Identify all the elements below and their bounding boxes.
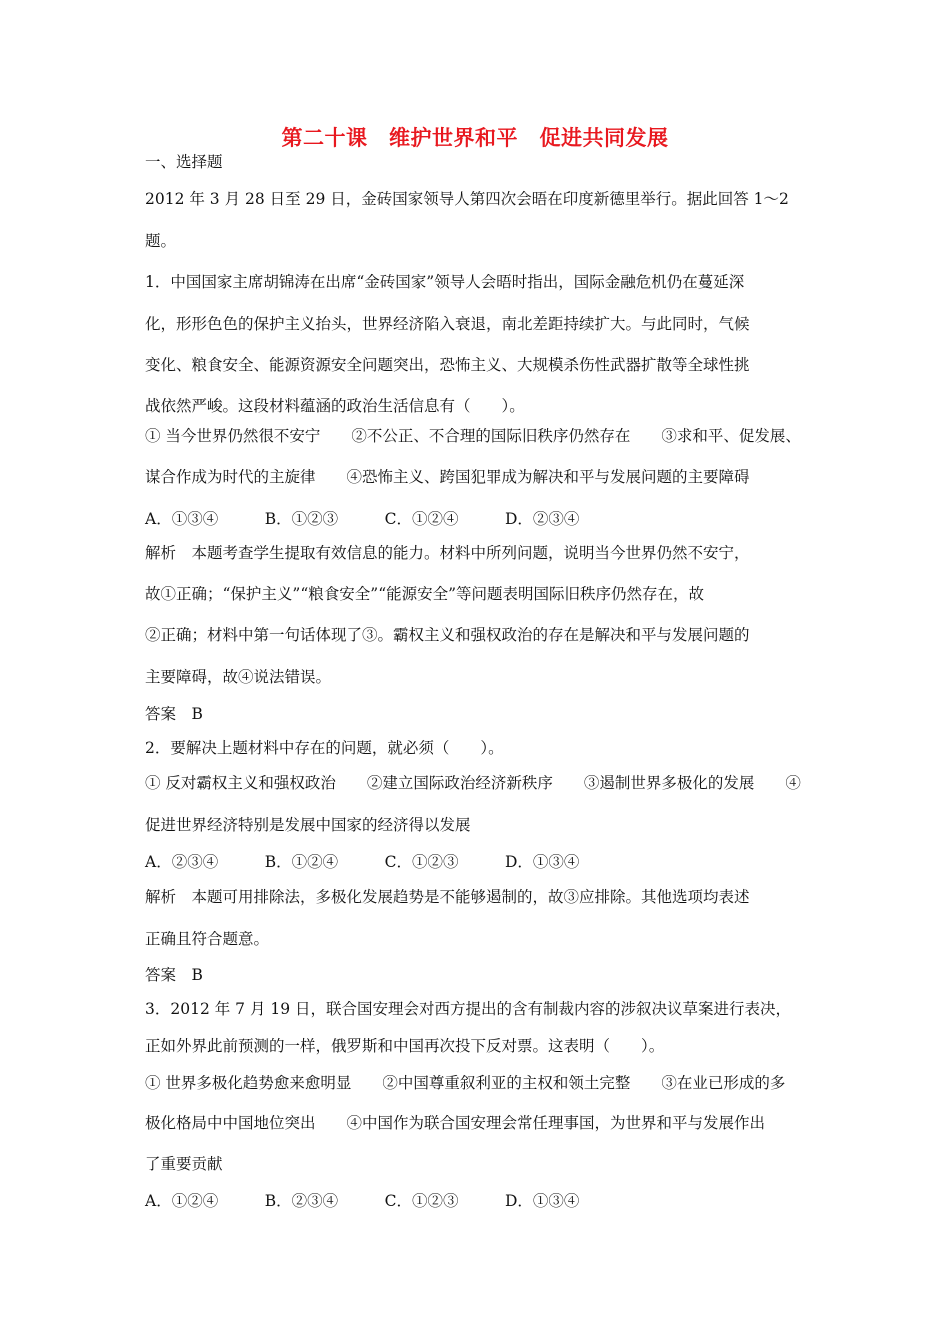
q2-answer: 答案 B	[145, 966, 203, 984]
q3-statement-line: 极化格局中中国地位突出 ④中国作为联合国安理会常任理事国，为世界和平与发展作出	[145, 1114, 766, 1132]
q1-stem-line: 战依然严峻。这段材料蕴涵的政治生活信息有（ ）。	[145, 397, 525, 415]
section-heading: 一、选择题	[145, 153, 223, 171]
q1-answer: 答案 B	[145, 705, 203, 723]
q3-options: A．①②④ B．②③④ C．①②③ D．①③④	[145, 1192, 580, 1210]
intro-line: 题。	[145, 232, 177, 250]
q2-stem: 2．要解决上题材料中存在的问题，就必须（ ）。	[145, 739, 504, 757]
q2-analysis-line: 解析 本题可用排除法，多极化发展趋势是不能够遏制的，故③应排除。其他选项均表述	[145, 888, 750, 906]
q1-analysis-line: 故①正确；“保护主义”“粮食安全”“能源安全”等问题表明国际旧秩序仍然存在，故	[145, 585, 705, 603]
q2-statement-line: ① 反对霸权主义和强权政治 ②建立国际政治经济新秩序 ③遏制世界多极化的发展 ④	[145, 774, 801, 792]
q3-statement-line: ① 世界多极化趋势愈来愈明显 ②中国尊重叙利亚的主权和领土完整 ③在业已形成的多	[145, 1074, 786, 1092]
q2-statement-line: 促进世界经济特别是发展中国家的经济得以发展	[145, 816, 471, 834]
q3-statement-line: 了重要贡献	[145, 1155, 223, 1173]
intro-line: 2012 年 3 月 28 日至 29 日，金砖国家领导人第四次会晤在印度新德里举行。据此回答 1～2	[145, 190, 789, 208]
q1-analysis-line: ②正确；材料中第一句话体现了③。霸权主义和强权政治的存在是解决和平与发展问题的	[145, 626, 750, 644]
q1-statement-line: 谋合作成为时代的主旋律 ④恐怖主义、跨国犯罪成为解决和平与发展问题的主要障碍	[145, 468, 750, 486]
q3-stem-line: 3．2012 年 7 月 19 日，联合国安理会对西方提出的含有制裁内容的涉叙决议草案进行表决，	[145, 1000, 792, 1018]
page-title: 第二十课 维护世界和平 促进共同发展	[281, 126, 669, 150]
q1-statement-line: ① 当今世界仍然很不安宁 ②不公正、不合理的国际旧秩序仍然存在 ③求和平、促发展、	[145, 427, 801, 445]
q1-stem-line: 化，形形色色的保护主义抬头，世界经济陷入衰退，南北差距持续扩大。与此同时，气候	[145, 315, 750, 333]
q1-options: A．①③④ B．①②③ C．①②④ D．②③④	[145, 510, 580, 528]
q1-stem-line: 1．中国国家主席胡锦涛在出席“金砖国家”领导人会晤时指出，国际金融危机仍在蔓延深	[145, 273, 745, 291]
q1-stem-line: 变化、粮食安全、能源资源安全问题突出，恐怖主义、大规模杀伤性武器扩散等全球性挑	[145, 356, 750, 374]
q3-stem-line: 正如外界此前预测的一样，俄罗斯和中国再次投下反对票。这表明（ ）。	[145, 1037, 665, 1055]
q2-analysis-line: 正确且符合题意。	[145, 930, 270, 948]
q2-options: A．②③④ B．①②④ C．①②③ D．①③④	[145, 853, 580, 871]
q1-analysis-line: 主要障碍，故④说法错误。	[145, 668, 332, 686]
q1-analysis-line: 解析 本题考查学生提取有效信息的能力。材料中所列问题，说明当今世界仍然不安宁，	[145, 544, 750, 562]
